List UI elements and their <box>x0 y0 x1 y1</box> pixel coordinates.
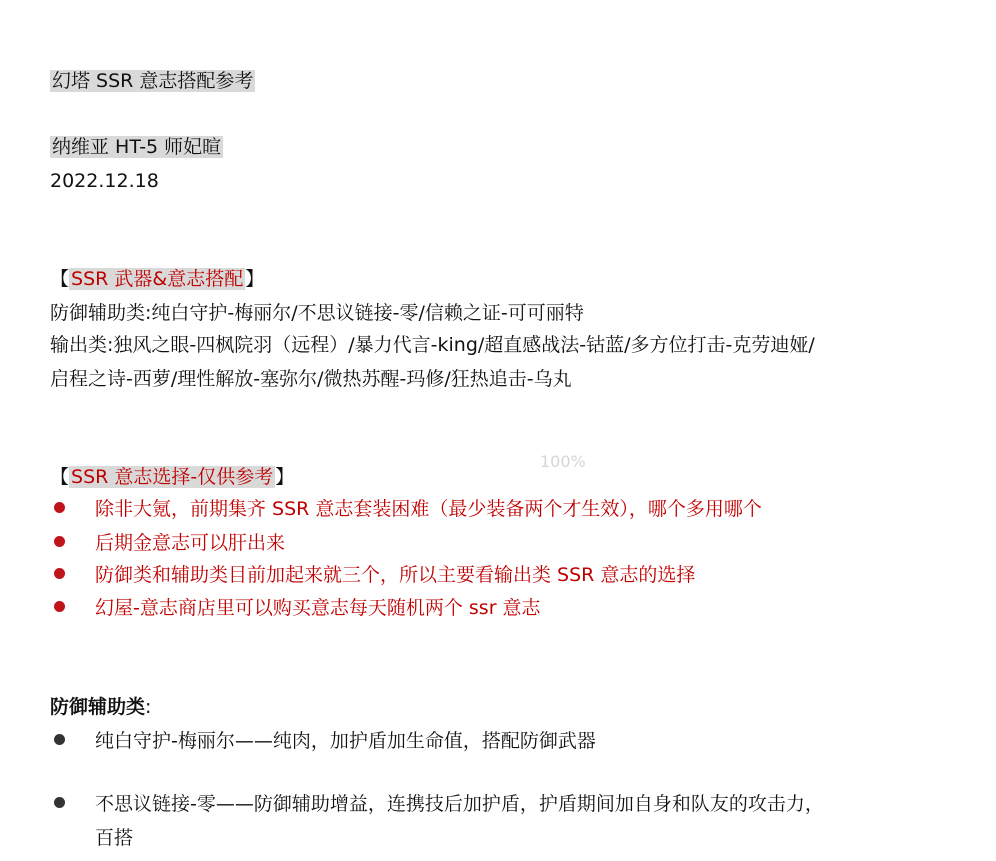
section2-bullet: 后期金意志可以肝出来 <box>95 532 286 554</box>
section2-bullet: 防御类和辅助类目前加起来就三个，所以主要看输出类 SSR 意志的选择 <box>95 564 696 586</box>
section2-bullet: 除非大氪，前期集齐 SSR 意志套装困难（最少装备两个才生效），哪个多用哪个 <box>95 498 762 520</box>
section2-bracket-close: 】 <box>275 466 295 488</box>
bullet-dot-icon <box>54 502 65 513</box>
bullet-dot-icon <box>54 797 65 808</box>
section3-bullet: 不思议链接-零——防御辅助增益，连携技后加护盾，护盾期间加自身和队友的攻击力， <box>95 793 824 815</box>
section1-bracket-open: 【 <box>50 268 70 290</box>
bullet-dot-icon <box>54 601 65 612</box>
section2-heading-text: SSR 意志选择-仅供参考 <box>71 466 274 488</box>
doc-author-text: 纳维亚 HT-5 师妃暄 <box>52 136 222 158</box>
bullet-dot-icon <box>54 734 65 745</box>
section2-heading <box>50 460 294 494</box>
section1-line: 防御辅助类:纯白守护-梅丽尔/不思议链接-零/信赖之证-可可丽特 <box>50 302 584 324</box>
doc-title-text: 幻塔 SSR 意志搭配参考 <box>52 70 254 92</box>
section1-bracket-close: 】 <box>245 268 265 290</box>
section3-bullet: 纯白守护-梅丽尔——纯肉，加护盾加生命值，搭配防御武器 <box>95 730 596 752</box>
bullet-dot-icon <box>54 536 65 547</box>
section2-bullet: 幻屋-意志商店里可以购买意志每天随机两个 ssr 意志 <box>95 597 541 619</box>
section3-heading <box>50 690 151 724</box>
section1-line: 输出类:独风之眼-四枫院羽（远程）/暴力代言-king/超直感战法-钴蓝/多方位打击-克劳迪娅/ <box>50 334 815 356</box>
section1-line: 启程之诗-西萝/理性解放-塞弥尔/微热苏醒-玛修/狂热追击-乌丸 <box>50 368 572 390</box>
section1-heading <box>50 262 264 296</box>
bullet-dot-icon <box>54 568 65 579</box>
section3-colon: : <box>145 696 152 718</box>
zoom-indicator: 100% <box>540 452 586 471</box>
section1-heading-text: SSR 武器&意志搭配 <box>71 268 244 290</box>
doc-author <box>50 130 223 164</box>
doc-date: 2022.12.18 <box>50 170 159 192</box>
doc-title <box>50 64 255 98</box>
section3-heading-text: 防御辅助类 <box>50 696 146 718</box>
section2-bracket-open: 【 <box>50 466 70 488</box>
section3-bullet-continuation: 百搭 <box>95 827 134 849</box>
